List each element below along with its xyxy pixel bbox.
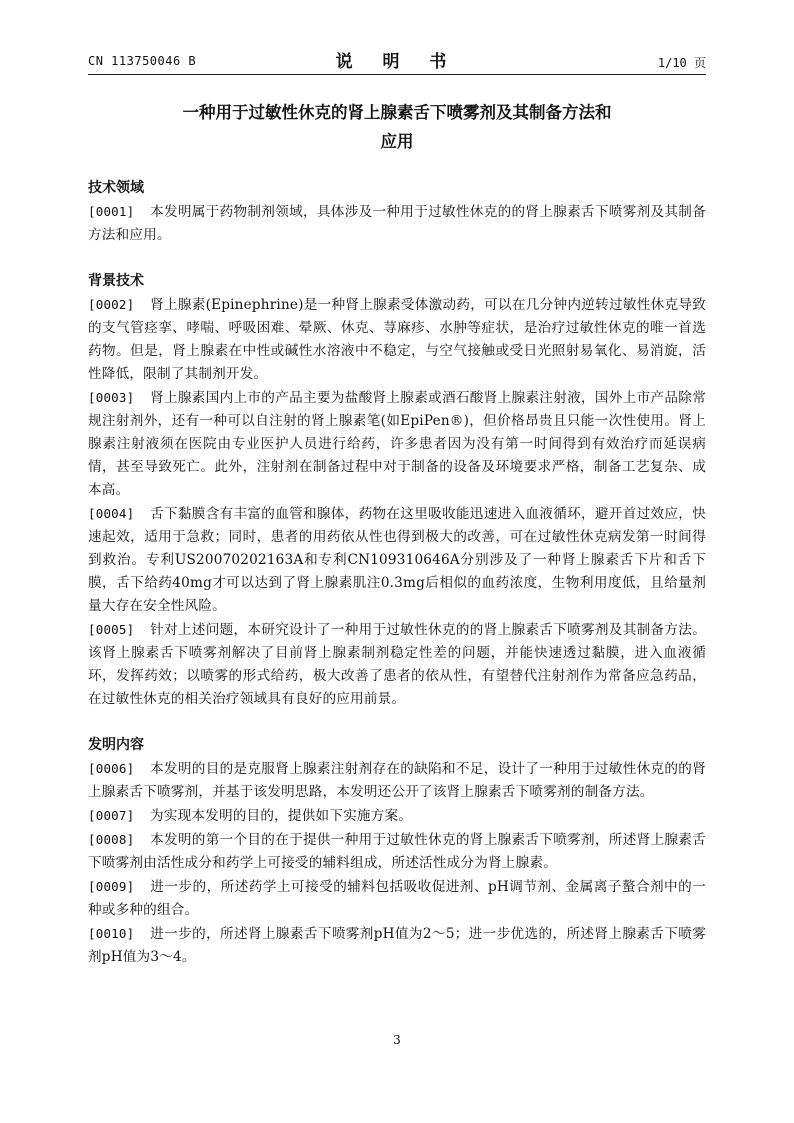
paragraph-text: 舌下黏膜含有丰富的血管和腺体，药物在这里吸收能迅速进入血液循环，避开首过效应，快速起效，适用于急救；同时，患者的用药依从性也得到极大的改善，可在过敏性休克病发第一时间得到救治。专利US20070202163A和专利CN109310646A分别涉及了一种肾上腺素舌下片和舌下膜，舌下给药40mg才可以达到了肾上腺素肌注0.3mg后相似的血药浓度，生物利用度低，且给量剂量大存在安全性风险。 <box>88 506 706 614</box>
paragraph <box>88 502 706 618</box>
document-body <box>88 176 706 969</box>
header-divider <box>88 74 706 75</box>
paragraph-text: 进一步的，所述药学上可接受的辅料包括吸收促进剂、pH调节剂、金属离子螯合剂中的一种或多种的组合。 <box>88 879 706 918</box>
paragraph-number: [0006] <box>88 761 135 776</box>
document-type: 说 明 书 <box>335 52 459 72</box>
paragraph-text: 为实现本发明的目的，提供如下实施方案。 <box>150 808 413 824</box>
paragraph-text: 针对上述问题，本研究设计了一种用于过敏性休克的的肾上腺素舌下喷雾剂及其制备方法。该肾上腺素舌下喷雾剂解决了目前肾上腺素制剂稳定性差的问题，并能快速透过黏膜，进入血液循环，发挥药效；以喷雾的形式给药，极大改善了患者的依从性，有望替代注射剂作为常备应急药品，在过敏性休克的相关治疗领域具有良好的应用前景。 <box>88 622 706 707</box>
paragraph-text: 肾上腺素国内上市的产品主要为盐酸肾上腺素或酒石酸肾上腺素注射液，国外上市产品除常规注射剂外，还有一种可以自注射的肾上腺素笔(如EpiPen®)，但价格昂贵且只能一次性使用。肾上腺素注射液须在医院由专业医护人员进行给药，许多患者因为没有第一时间得到有效治疗而延误病情，甚至导致死亡。此外，注射剂在制备过程中对于制备的设备及环境要求严格，制备工艺复杂、成本高。 <box>88 390 706 498</box>
paragraph <box>88 618 706 711</box>
paragraph-text: 本发明属于药物制剂领域，具体涉及一种用于过敏性休克的的肾上腺素舌下喷雾剂及其制备方法和应用。 <box>88 204 706 243</box>
title-line-2: 应用 <box>380 132 414 151</box>
paragraph-number: [0007] <box>88 808 135 823</box>
paragraph-number: [0005] <box>88 622 135 637</box>
paragraph <box>88 922 706 969</box>
section <box>88 733 706 969</box>
paragraph-number: [0003] <box>88 390 135 405</box>
paragraph <box>88 757 706 804</box>
section-spacer <box>88 247 706 269</box>
paragraph-text: 本发明的目的是克服肾上腺素注射剂存在的缺陷和不足，设计了一种用于过敏性休克的的肾上腺素舌下喷雾剂，并基于该发明思路，本发明还公开了该肾上腺素舌下喷雾剂的制备方法。 <box>88 761 706 800</box>
paragraph-text: 肾上腺素(Epinephrine)是一种肾上腺素受体激动药，可以在几分钟内逆转过敏性休克导致的支气管痉挛、哮喘、呼吸困难、晕厥、休克、荨麻疹、水肿等症状，是治疗过敏性休克的唯一首选药物。但是，肾上腺素在中性或碱性水溶液中不稳定，与空气接触或受日光照射易氧化、易消旋，活性降低，限制了其制剂开发。 <box>88 297 706 382</box>
section-spacer <box>88 711 706 733</box>
paragraph-number: [0009] <box>88 879 135 894</box>
paragraph <box>88 804 706 828</box>
patent-number: CN 113750046 B <box>88 54 197 68</box>
section <box>88 269 706 711</box>
page-number: 3 <box>393 1033 401 1047</box>
page-indicator: 1/10 页 <box>657 56 706 70</box>
paragraph <box>88 386 706 502</box>
title-line-1: 一种用于过敏性休克的肾上腺素舌下喷雾剂及其制备方法和 <box>182 103 612 122</box>
paragraph <box>88 875 706 922</box>
section <box>88 176 706 247</box>
section-heading: 发明内容 <box>88 737 144 753</box>
paragraph-number: [0008] <box>88 832 135 847</box>
paragraph <box>88 293 706 386</box>
paragraph-number: [0001] <box>88 204 135 219</box>
paragraph-number: [0010] <box>88 926 135 941</box>
paragraph-number: [0004] <box>88 506 135 521</box>
paragraph-text: 进一步的，所述肾上腺素舌下喷雾剂pH值为2～5；进一步优选的，所述肾上腺素舌下喷雾剂pH值为3～4。 <box>88 926 706 965</box>
document-title <box>88 98 706 156</box>
section-heading: 技术领域 <box>88 180 144 196</box>
section-heading: 背景技术 <box>88 273 144 289</box>
paragraph-text: 本发明的第一个目的在于提供一种用于过敏性休克的肾上腺素舌下喷雾剂，所述肾上腺素舌下喷雾剂由活性成分和药学上可接受的辅料组成，所述活性成分为肾上腺素。 <box>88 832 706 871</box>
paragraph <box>88 828 706 875</box>
paragraph-number: [0002] <box>88 297 135 312</box>
paragraph <box>88 200 706 247</box>
